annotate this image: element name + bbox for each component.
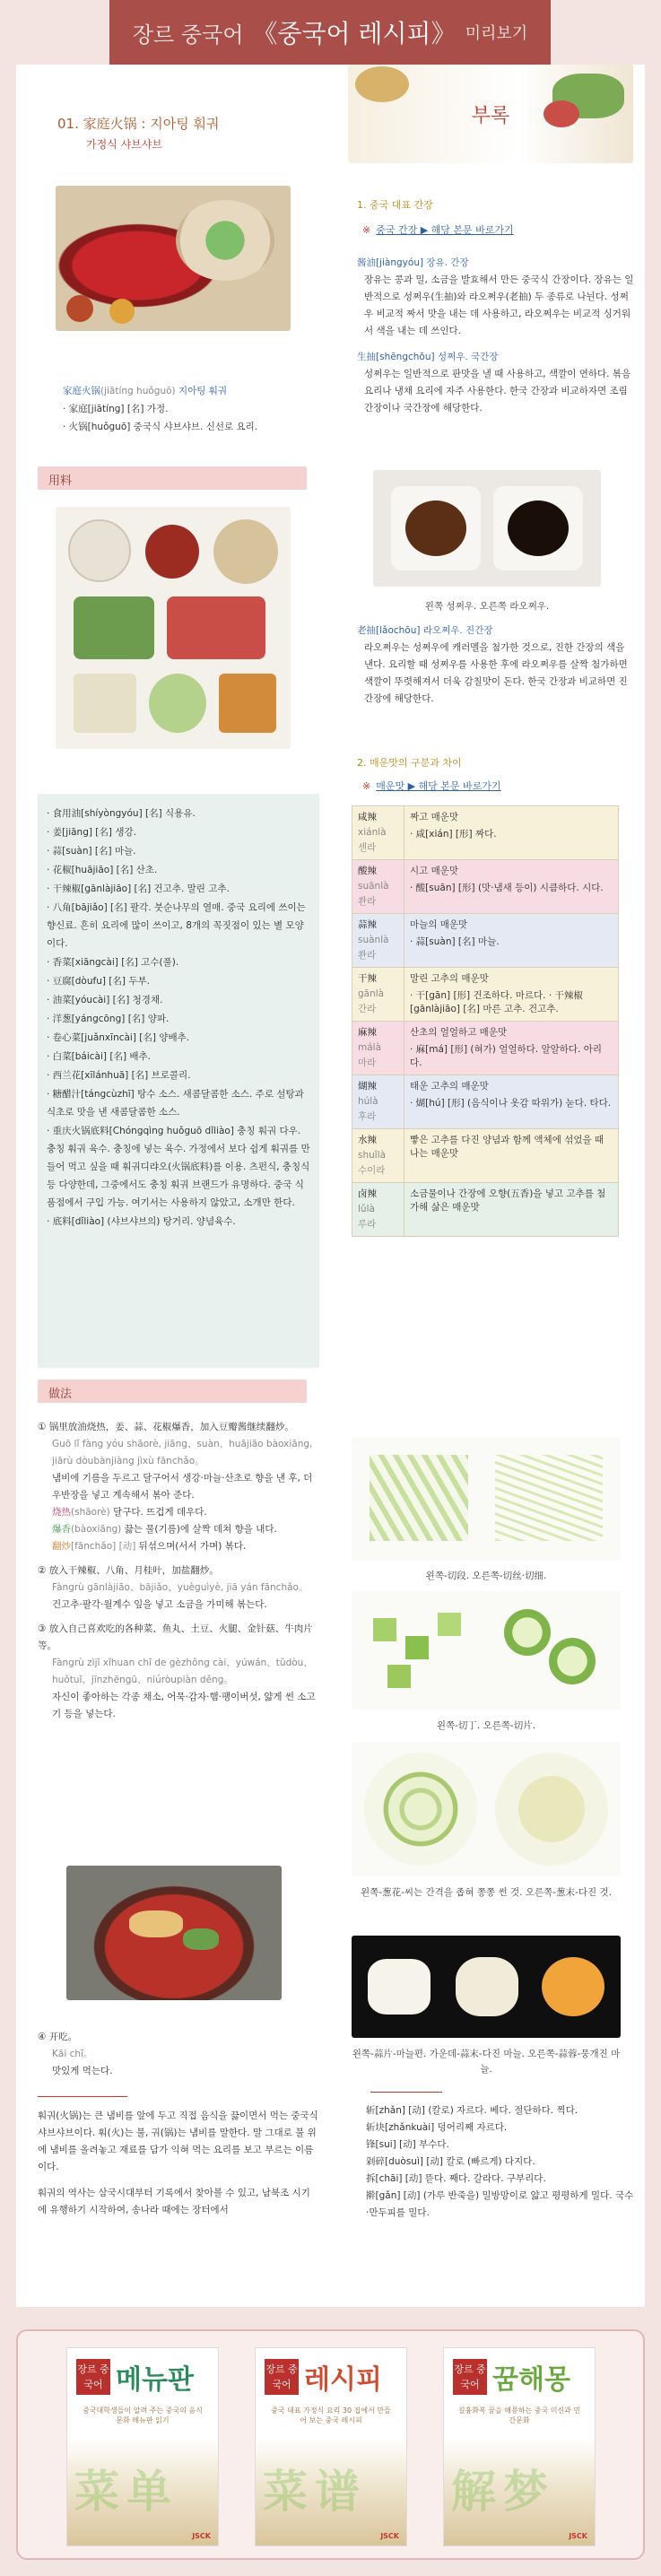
book-subtitle: 중국 대표 가정식 요리 30 집에서 만들어 보는 중국 레시피 (271, 2406, 391, 2424)
step-2-title: ② 放入干辣椒、八角、月桂叶，加盐翻炒。 (38, 1565, 219, 1576)
spice-term (352, 806, 404, 860)
banner-genre: 장르 중국어 (132, 22, 244, 48)
asterisk-icon: ※ (362, 780, 371, 792)
spice-note: · 干[gān] [形] 건조하다. 마르다. · 干辣椒[gānlàjiāo] [名] 마른 고추. 건고추. (410, 990, 584, 1014)
step-4 (38, 2029, 113, 2080)
green-onion-photo (352, 1437, 621, 1561)
ingredient-item: · 蒜[suàn] [名] 마늘. (47, 846, 136, 857)
banner-title: 《중국어 레시피》 (252, 19, 457, 48)
spice-note: · 酸[suān] [形] (맛·냄새 등이) 시큼하다. 시다. (410, 883, 604, 893)
spice-desc-text: 소금물이나 간장에 오향(五香)을 넣고 고추를 첨가해 삶은 매운맛 (410, 1188, 606, 1213)
spice-row (352, 860, 619, 914)
step-4-pinyin: Kāi chī。 (52, 2049, 93, 2059)
spice-term-cn: 咸辣 (358, 812, 377, 822)
book-cover-chinese: 解梦 (451, 2466, 555, 2518)
spice-term-py: xiánlà (358, 827, 387, 838)
book-series-label: 장르 중국어 (265, 2359, 299, 2395)
book-series-panel (16, 2329, 645, 2560)
ingredient-item: · 底料[dǐliào] (샤브샤브의) 탕거리. 양념육수. (47, 1216, 236, 1227)
description-paragraph: 훠궈(火锅)는 큰 냄비를 앞에 두고 직접 음식을 끓이면서 먹는 중국식 샤브샤브이다. 훠(火)는 불, 궈(锅)는 냄비를 말한다. 말 그대로 불 위에 냄비를 올려놓고 재료를 담가 익혀 먹는 요리를 보고 부르는 이름이다. (38, 2110, 318, 2172)
spice-term-cn: 煳辣 (358, 1081, 377, 1092)
spice-term-kr: 쏸라 (358, 896, 377, 907)
ingredient-item: · 食用油[shíyòngyóu] [名] 식용유. (47, 808, 196, 819)
scallion-photo (352, 1742, 621, 1876)
description-paragraph: 훠궈의 역사는 삼국시대부터 기록에서 찾아볼 수 있고, 남북조 시기에 유행하기 시작하여, 송나라 때에는 장터에서 (38, 2188, 310, 2215)
spice-term-kr: 후라 (358, 1111, 377, 1122)
spice-term-py: húlà (358, 1096, 378, 1107)
asterisk-icon: ※ (362, 224, 371, 236)
ingredient-item: · 香菜[xiāngcài] [名] 고수(풀). (47, 957, 179, 968)
glossary-item: 擀[gǎn] [动] (가루 반죽을) 밀방망이로 얇고 평평하게 밀다. 국수·만두피를 밀다. (366, 2190, 634, 2218)
book-cover[interactable] (66, 2347, 219, 2546)
spice-desc (404, 914, 619, 968)
appendix-header-image (348, 65, 633, 163)
section-2-title: 2. 매운맛의 구분과 차이 (357, 757, 462, 769)
ingredient-item: · 油菜[yóucài] [名] 청경채. (47, 995, 163, 1005)
spice-term-kr: 수이라 (358, 1165, 386, 1176)
glossary-item: 锋[sui] [动] 부수다. (366, 2139, 449, 2150)
spice-term (352, 968, 404, 1022)
spice-row (352, 1022, 619, 1075)
title-banner (109, 0, 551, 65)
spice-note: · 煳[hú] [形] (음식이나 옷감 따위가) 눋다. 타다. (410, 1098, 612, 1109)
spice-term-kr: 셴라 (358, 842, 377, 853)
spice-desc-text: 마늘의 매운맛 (410, 919, 468, 930)
green-onion-caption: 왼쪽-切段. 오른쪽-切丝·切细. (425, 1571, 547, 1581)
book-title: 메뉴판 (116, 2364, 194, 2396)
glossary-item: 剁碎[duòsuì] [动] 칼로 (빠르게) 다지다. (366, 2156, 535, 2167)
laochou-body: 라오쩌우는 성쩌우에 캐러멜을 첨가한 것으로, 진한 간장의 색을 낸다. 요리할 때 성쩌우를 사용한 후에 라오쩌우를 살짝 첨가하면 색깔이 뚜렷해져서 더욱 감칠맛이 돈다. 한국 간장과 비교하면 진간장에 해당한다. (364, 642, 628, 704)
spice-term (352, 1075, 404, 1129)
spice-note: · 蒜[suàn] [名] 마늘. (410, 936, 500, 947)
spice-term-py: málà (358, 1042, 382, 1053)
divider (370, 2092, 442, 2093)
ingredient-item: · 西兰花[xīlánhuā] [名] 브로콜리. (47, 1070, 191, 1081)
spice-row (352, 968, 619, 1022)
soy-sauce-photo (373, 470, 601, 587)
steps (38, 1419, 319, 1723)
spice-term-kr: 마라 (358, 1057, 377, 1068)
soy-sauce-section (357, 255, 635, 417)
hotpot-description (38, 2108, 319, 2219)
scallion-caption: 왼쪽-葱花-씨는 간격을 좁혀 쫑쫑 썬 것. 오른쪽-葱末-다진 것. (361, 1887, 612, 1898)
laochou-head: 老抽[lǎochōu] 라오쩌우. 진간장 (357, 625, 493, 636)
step-1-note: 爆香(bàoxiāng) 끓는 물(기름)에 살짝 데쳐 향을 내다. (52, 1524, 277, 1535)
step-4-title: ④ 开吃。 (38, 2032, 78, 2042)
step-1-title: ① 锅里放油烧热，姜、蒜、花椒爆香，加入豆瓣酱继续翻炒。 (38, 1422, 294, 1432)
spice-row (352, 1129, 619, 1183)
book-publisher: JSCK (380, 2532, 399, 2540)
step-1-note: 烧热(shāorè) 달구다. 뜨겁게 데우다. (52, 1507, 207, 1518)
spice-term-kr: 간라 (358, 1004, 377, 1014)
spice-note: · 麻[má] [形] (혀가) 얼얼하다. 알알하다. 아리다. (410, 1044, 602, 1068)
step-4-korean: 맛있게 먹는다. (52, 2066, 113, 2076)
section-2-link[interactable]: ※ 매운맛 ▶ 해당 본문 바로가기 (362, 780, 501, 792)
step-3-title: ③ 放入自己喜欢吃的各种菜、鱼丸、土豆、火腿、金针菇、牛肉片等。 (38, 1623, 313, 1651)
book-subtitle: 길흉화복 꿈을 해몽하는 중국 미신과 민간문화 (457, 2406, 581, 2424)
cucumber-caption: 왼쪽-切丁. 오른쪽-切片. (436, 1720, 536, 1731)
step-3-pinyin: Fàngrù zìjǐ xǐhuan chī de gèzhǒng cài、yúwán、tǔdòu、huǒtuǐ、jīnzhēngū、niúròupiàn děng。 (52, 1658, 313, 1685)
book-series-label: 장르 중국어 (76, 2359, 110, 2395)
spice-term-cn: 酸辣 (358, 866, 377, 876)
shengchou-body: 성쩌우는 일반적으로 판맛을 낼 때 사용하고, 색깔이 연하다. 볶음 요리나 냉채 요리에 자주 사용한다. 한국 간장과 비교하자면 조림간장이나 국간장에 해당한다. (364, 369, 631, 413)
step-1-pinyin: Guō lǐ fàng yóu shāorè, jiāng、suàn、huājiāo bàoxiāng, jiārù dòubànjiàng jìxù fānchǎo。 (52, 1439, 313, 1466)
step-2-pinyin: Fàngrù gānlàjiāo、bājiǎo、yuèguìyè, jiā yán fānchǎo。 (52, 1582, 309, 1593)
spice-term-py: shuǐlà (358, 1150, 387, 1161)
spice-desc-text: 산초의 얼얼하고 매운맛 (410, 1027, 508, 1038)
spice-term (352, 1129, 404, 1183)
spice-row (352, 806, 619, 860)
step-1-korean: 냄비에 기름을 두르고 달구어서 생강·마늘·산초로 향을 낸 후, 더우반장을 넣고 계속해서 볶아 준다. (52, 1473, 313, 1501)
spice-term-kr: 루라 (358, 1219, 377, 1230)
jiangyou-body: 장유는 콩과 밀, 소금을 발효해서 만든 중국식 간장이다. 장유는 일반적으로 성쩌우(生抽)와 라오쩌우(老抽) 두 종류로 나뉜다. 성쩌우 비교적 짜서 맛을 내는 데 사용하고, 라오쩌우는 비교적 싱거워서 색을 내는 데 쓰인다. (364, 274, 634, 336)
caption-line: · 火锅[huǒguō] 중국식 샤브샤브. 신선로 요리. (63, 422, 258, 432)
dish-subtitle: 가정식 샤브샤브 (86, 138, 162, 151)
ingredient-item: · 重庆火锅底料[Chóngqìng huǒguō dǐliào] 충칭 훠궈 다우. 충칭 훠궈 육수. 충칭에 넣는 육수. 가정에서 보다 쉽게 훠궈를 만들어 먹고 싶을 때 훠궈디랴오(火锅底料)를 이용. 츠펀식, 충칭식 등 다양한데, 그중에서도 충칭 훠궈 브랜드가 유명하다. 중국 식품점에서 구입 가능. 여기서는 사용하지 않았고, 소개만 한다. (47, 1126, 310, 1208)
book-cover-chinese: 菜谱 (263, 2466, 367, 2518)
spice-desc (404, 968, 619, 1022)
ingredients-list (38, 794, 319, 1368)
cucumber-photo (352, 1591, 621, 1710)
ingredients-heading: 用料 (38, 466, 307, 490)
book-publisher: JSCK (192, 2532, 211, 2540)
spice-term-cn: 麻辣 (358, 1027, 377, 1038)
spice-desc (404, 806, 619, 860)
book-cover[interactable] (443, 2347, 596, 2546)
ingredient-item: · 花椒[huājiāo] [名] 산초. (47, 865, 158, 875)
spice-term-py: lǔlà (358, 1204, 375, 1214)
glossary (366, 2102, 635, 2222)
spice-term-cn: 水辣 (358, 1135, 377, 1145)
spice-row (352, 914, 619, 968)
ingredient-item: · 洋葱[yángcōng] [名] 양파. (47, 1014, 170, 1024)
preview-sheet (16, 65, 645, 2307)
hotpot-photo (56, 186, 291, 331)
ingredient-item: · 白菜[báicài] [名] 배추. (47, 1051, 152, 1062)
spice-row (352, 1183, 619, 1237)
ingredient-item: · 干辣椒[gānlàjiāo] [名] 건고추. 말린 고추. (47, 883, 230, 894)
spice-term-cn: 干辣 (358, 973, 377, 984)
banner-preview: 미리보기 (465, 24, 528, 43)
spice-desc (404, 1022, 619, 1075)
soy-sauce-caption: 왼쪽 성쩌우. 오른쪽 라오쩌우. (424, 601, 550, 612)
dish-title: 01. 家庭火锅 : 지아팅 훠궈 (57, 116, 220, 132)
spice-row (352, 1075, 619, 1129)
spice-desc-text: 태운 고추의 매운맛 (410, 1081, 489, 1092)
caption-kor: 지아팅 훠궈 (178, 386, 228, 396)
ingredient-item: · 豆腐[dòufu] [名] 두부. (47, 976, 150, 987)
divider (38, 2096, 127, 2097)
glossary-item: 斩块[zhǎnkuài] 덩어리째 자르다. (366, 2122, 508, 2133)
caption-pinyin: (jiātíng huǒguō) (100, 386, 176, 396)
spice-desc (404, 1183, 619, 1237)
glossary-item: 拆[chāi] [动] 뜯다. 째다. 갈라다. 구부리다. (366, 2173, 546, 2184)
ingredient-item: · 糖醋汁[tángcùzhī] 탕수 소스. 새콤달콤한 소스. 주로 설탕과 식초로 맛을 낸 새콤달콤한 소스. (47, 1089, 304, 1118)
book-cover[interactable] (255, 2347, 407, 2546)
section-1-link[interactable]: ※ 중국 간장 ▶ 해당 본문 바로가기 (362, 224, 514, 236)
garlic-caption: 왼쪽-蒜片-마늘편. 가운데-蒜末-다진 마늘. 오른쪽-蒜蓉-뭉개진 마늘. (352, 2049, 621, 2075)
spice-term (352, 914, 404, 968)
glossary-item: 斩[zhǎn] [动] (칼로) 자르다. 베다. 절단하다. 찍다. (366, 2105, 578, 2116)
spice-table-wrap (352, 805, 619, 1237)
spice-desc-text: 시고 매운맛 (410, 866, 459, 876)
spice-table (352, 805, 619, 1237)
step-1-note: 翻炒[fānchǎo] [动] 뒤섞으며(서서 가며) 볶다. (52, 1541, 247, 1552)
ingredients-photo (56, 507, 291, 749)
caption-name: 家庭火锅 (63, 386, 100, 396)
spice-desc-text: 빻은 고추를 다진 양념과 함께 액체에 섞었을 때 나는 매운맛 (410, 1135, 604, 1159)
spice-desc (404, 1075, 619, 1129)
book-title: 레시피 (304, 2364, 382, 2396)
cooking-photo (66, 1866, 282, 2000)
step-2-korean: 건고추·팔각·월계수 잎을 넣고 소금을 가미해 볶는다. (52, 1599, 267, 1610)
jiangyou-head: 酱油[jiàngyóu] 장유. 간장 (357, 257, 469, 268)
section-1-title: 1. 중국 대표 간장 (357, 199, 433, 211)
book-title: 꿈해몽 (492, 2364, 570, 2396)
spice-desc (404, 1129, 619, 1183)
book-publisher: JSCK (569, 2532, 587, 2540)
book-series-label: 장르 중국어 (453, 2359, 487, 2395)
spice-term (352, 1183, 404, 1237)
spice-desc-text: 말린 고추의 매운맛 (410, 973, 489, 984)
appendix-title: 부록 (471, 105, 510, 127)
steps-heading: 做法 (38, 1379, 307, 1403)
garlic-photo (352, 1936, 621, 2038)
book-subtitle: 중국대학생들이 알려 주는 중국의 음식 문화 메뉴판 읽기 (83, 2406, 203, 2424)
spice-note: · 咸[xián] [形] 짜다. (410, 829, 497, 840)
spice-desc-text: 짜고 매운맛 (410, 812, 459, 822)
caption-line: · 家庭[jiātíng] [名] 가정. (63, 404, 169, 414)
spice-term-kr: 쏸라 (358, 950, 377, 961)
laochou-section (357, 622, 635, 708)
spice-term-py: suānlà (358, 881, 389, 892)
spice-term-py: gānlà (358, 988, 385, 999)
book-cover-chinese: 菜单 (74, 2466, 178, 2518)
shengchou-head: 生抽[shēngchōu] 성쩌우. 국간장 (357, 352, 499, 362)
ingredient-item: · 八角[bājiǎo] [名] 팔각. 붓순나무의 열매. 중국 요리에 쓰이는 향신료. 흔히 요리에 많이 쓰이고, 8개의 꼭짓점이 있는 별 모양이다. (47, 902, 306, 949)
spice-desc (404, 860, 619, 914)
ingredient-item: · 卷心菜[juǎnxīncài] [名] 양배추. (47, 1032, 190, 1043)
spice-term-cn: 卤辣 (358, 1188, 377, 1199)
spice-term-py: suànlà (358, 935, 389, 945)
spice-term (352, 860, 404, 914)
photo-caption (63, 382, 257, 436)
step-3-korean: 자신이 좋아하는 각종 채소, 어묵·감자·햄·팽이버섯, 얇게 썬 소고기 등을 넣는다. (52, 1692, 316, 1719)
ingredient-item: · 姜[jiāng] [名] 생강. (47, 827, 136, 838)
spice-term (352, 1022, 404, 1075)
spice-term-cn: 蒜辣 (358, 919, 377, 930)
